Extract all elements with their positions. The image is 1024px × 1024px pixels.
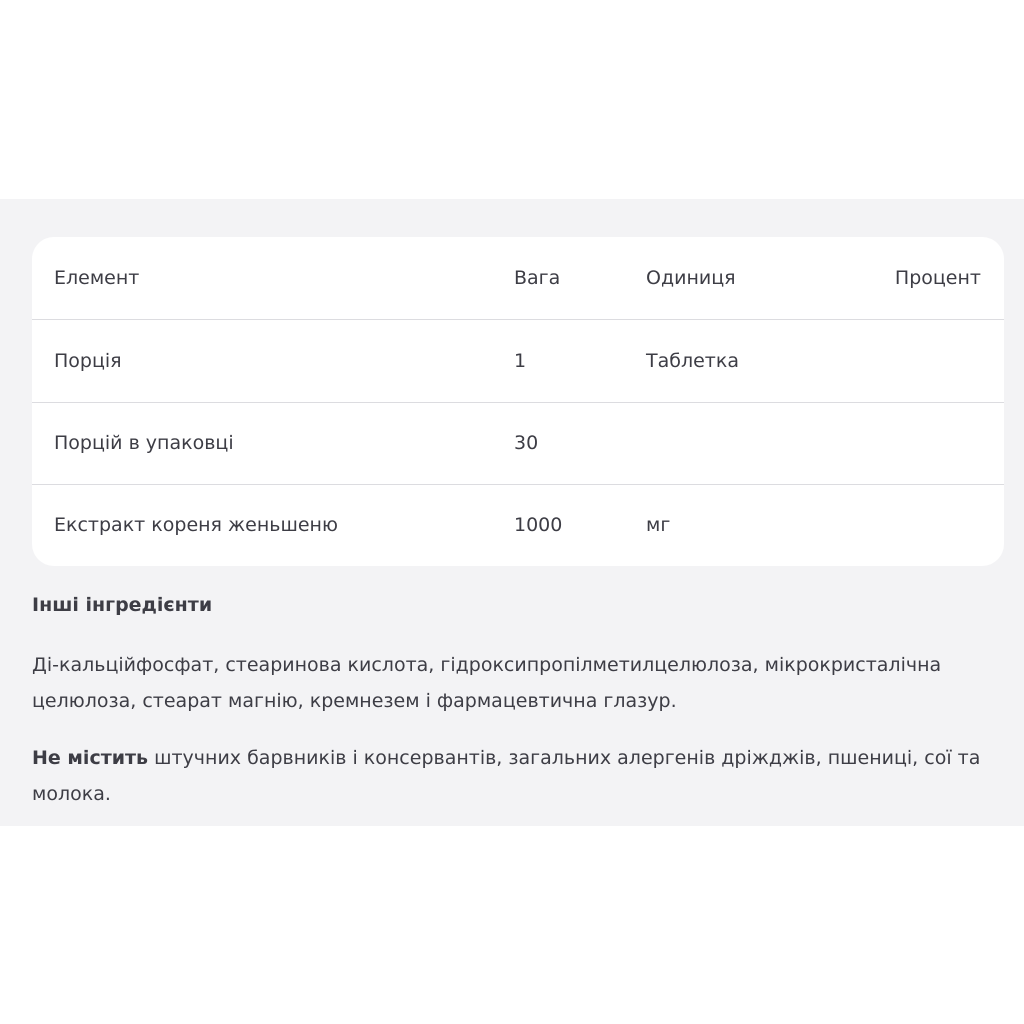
table-row: [32, 402, 1004, 485]
nutrition-panel: [0, 199, 1024, 826]
header-percent: Процент: [894, 267, 981, 289]
header-weight: Вага: [514, 267, 561, 289]
table-row: [32, 484, 1004, 566]
cell-unit: Таблетка: [646, 350, 739, 372]
header-element: Елемент: [54, 267, 140, 289]
cell-element: Порція: [54, 350, 122, 372]
free-from-label: Не містить: [32, 747, 149, 769]
table-header-row: [32, 237, 1004, 320]
header-unit: Одиниця: [646, 267, 736, 289]
cell-element: Порцій в упаковці: [54, 432, 234, 454]
free-from-text: [32, 740, 992, 812]
supplement-facts-table: [32, 237, 1004, 566]
other-ingredients-title: Інші інгредієнти: [32, 594, 213, 616]
free-from-description: штучних барвників і консервантів, загальних алергенів дріжджів, пшениці, сої та молока.: [32, 747, 981, 805]
cell-weight: 1: [514, 350, 527, 372]
cell-weight: 30: [514, 432, 539, 454]
other-ingredients-text: Ді-кальційфосфат, стеаринова кислота, гідроксипропілметилцелюлоза, мікрокристалічна целюлоза, стеарат магнію, кремнезем і фармацевтична глазур.: [32, 654, 942, 712]
cell-element: Екстракт кореня женьшеню: [54, 514, 338, 536]
cell-unit: мг: [646, 514, 671, 536]
cell-weight: 1000: [514, 514, 563, 536]
table-row: [32, 320, 1004, 403]
